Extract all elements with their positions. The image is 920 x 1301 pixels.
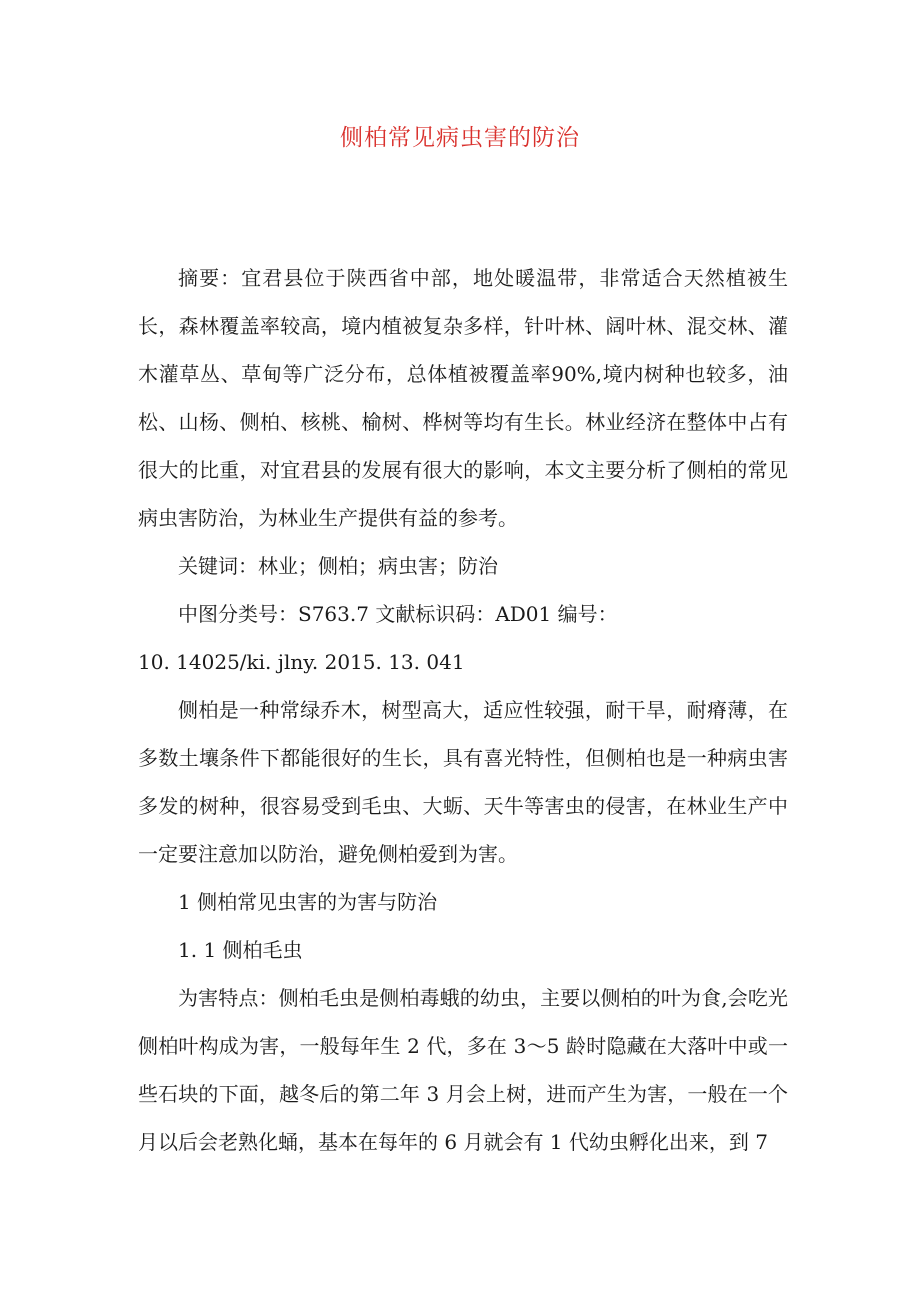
section-heading-1: 1 侧柏常见虫害的为害与防治 bbox=[178, 890, 438, 914]
abstract-paragraph: 摘要：宜君县位于陕西省中部，地处暖温带，非常适合天然植被生长，森林覆盖率较高，境内植被复杂多样，针叶林、阔叶林、混交林、灌木灌草丛、草甸等广泛分布，总体植被覆盖率90%,境内树种也较多，油松、山杨、侧柏、核桃、榆树、桦树等均有生长。林业经济在整体中占有很大的比重，对宜君县的发展有很大的影响，本文主要分析了侧柏的常见病虫害防治，为林业生产提供有益的参考。 bbox=[138, 266, 788, 530]
document-body bbox=[138, 254, 788, 1166]
section-heading-1-1: 1. 1 侧柏毛虫 bbox=[178, 938, 303, 962]
intro-paragraph: 侧柏是一种常绿乔木，树型高大，适应性较强，耐干旱，耐瘠薄，在多数土壤条件下都能很好的生长，具有喜光特性，但侧柏也是一种病虫害多发的树种，很容易受到毛虫、大蛎、天牛等害虫的侵害，在林业生产中一定要注意加以防治，避免侧柏爱到为害。 bbox=[138, 698, 788, 866]
section-1-1-paragraph: 为害特点：侧柏毛虫是侧柏毒蛾的幼虫，主要以侧柏的叶为食,会吃光侧柏叶构成为害，一般每年生 2 代，多在 3～5 龄时隐藏在大落叶中或一些石块的下面，越冬后的第二年 3 月会上树，进而产生为害，一般在一个月以后会老熟化蛹，基本在每年的 6 月就会有 1 代幼虫孵化出来，到 7 bbox=[138, 986, 788, 1154]
classification-line: 中图分类号：S763.7 文献标识码：AD01 编号： bbox=[178, 602, 618, 626]
doi-line: 10. 14025/ki. jlny. 2015. 13. 041 bbox=[138, 650, 465, 674]
document-title: 侧柏常见病虫害的防治 bbox=[340, 125, 580, 151]
keywords-line: 关键词：林业；侧柏；病虫害；防治 bbox=[178, 554, 498, 578]
